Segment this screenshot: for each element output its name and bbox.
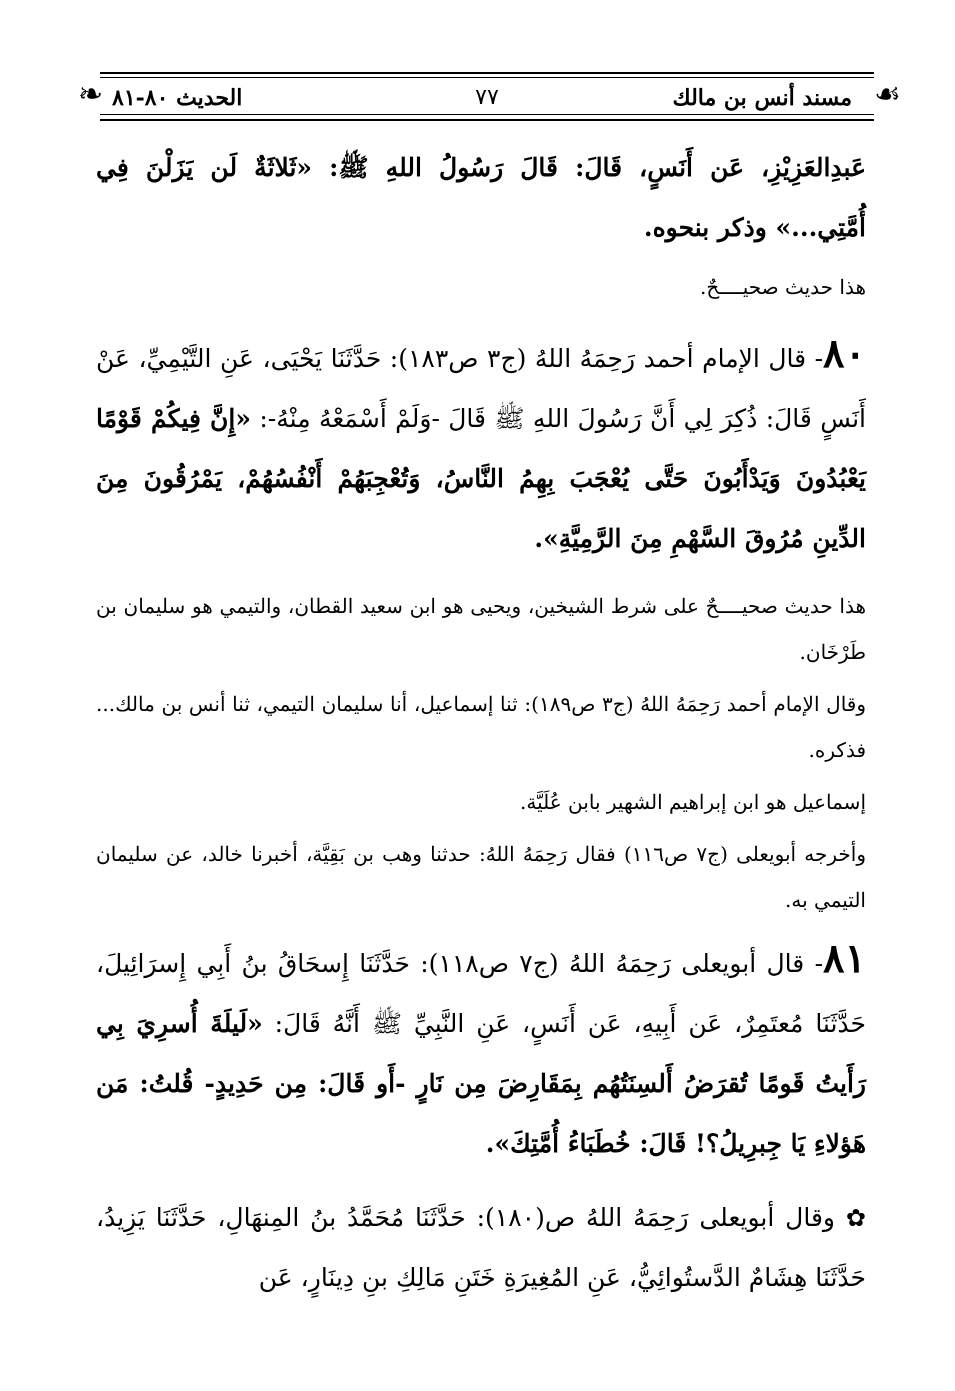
page-header: [78, 66, 901, 126]
ornament-right-icon: ☙: [874, 77, 901, 112]
header-rule-top-thin: [100, 77, 874, 78]
hadith-81-text: «لَيلَةَ أُسرِيَ بِي رَأَيتُ قَومًا تُقرَضُ أَلسِنَتُهُم بِمَقَارِضَ مِن نَارٍ -أَو قَالَ: مِن حَدِيدٍ- قُلتُ: مَن هَؤلاءِ يَا جِبرِيلُ؟! قَالَ: خُطَبَاءُ أُمَّتِكَ».: [96, 1009, 866, 1158]
paragraph-abu-yala-180: [96, 1188, 866, 1308]
book-title: مسند أنس بن مالك: [672, 85, 852, 111]
hadith-80-text: «إِنَّ فِيكُمْ قَوْمًا يَعْبُدُونَ وَيَدْأَبُونَ حَتَّى يُعْجَبَ بِهِمُ النَّاسُ، وَتُعْجِبَهُمْ أَنْفُسُهُمْ، يَمْرُقُونَ مِنَ الدِّينِ مُرُوقَ السَّهْمِ مِنَ الرَّمِيَّةِ».: [96, 404, 866, 553]
paragraph-abu-yala-116: وأخرجه أبويعلى (ج٧ ص١١٦) فقال رَحِمَهُ اللهُ: حدثنا وهب بن بَقِيَّة، أخبرنا خالد، عن سليمان التيمي به.: [96, 842, 866, 912]
paragraph-hadith-79-tail: عَبدِالعَزِيْزِ، عَن أَنَسٍ، قَالَ: قَالَ رَسُولُ اللهِ ﷺ: «ثَلاثَةٌ لَن يَزَلْنَ فِي أُمَّتِي...» وذكر بنحوه.: [96, 153, 866, 242]
header-rule-top: [100, 72, 874, 74]
hadith-81-chain: - قال أبويعلى رَحِمَهُ اللهُ (ج٧ ص١١٨): حَدَّثَنَا إِسحَاقُ بنُ أَبِي إِسرَائِيلَ، حَدَّثَنَا مُعتَمِرٌ، عَن أَبِيهِ، عَن أَنَسٍ، عَنِ النَّبِيِّ ﷺ أَنَّهُ قَالَ:: [96, 949, 867, 1038]
paragraph-grading-80: هذا حديث صحيــــحٌ على شرط الشيخين، ويحيى هو ابن سعيد القطان، والتيمي هو سليمان بن طَرْخَان.: [96, 594, 866, 664]
paragraph-grading-79: هذا حديث صحيــــحٌ.: [699, 275, 866, 299]
page-number: ٧٧: [475, 85, 499, 110]
hadith-number-80: ٨٠: [823, 330, 867, 377]
flower-icon: ✿: [845, 1204, 866, 1232]
paragraph-ahmad-189: وقال الإمام أحمد رَحِمَهُ اللهُ (ج٣ ص١٨٩): ثنا إسماعيل، أنا سليمان التيمي، ثنا أنس بن مالك... فذكره.: [96, 692, 867, 762]
hadith-range: الحديث ٨٠-٨١: [112, 85, 243, 111]
paragraph-hadith-80: [96, 324, 866, 569]
hadith-number-81: ٨١: [823, 935, 866, 982]
header-rule-bottom-thin: [100, 114, 874, 115]
abu-yala-180-text: وقال أبويعلى رَحِمَهُ اللهُ ص(١٨٠): حَدَّثَنَا مُحَمَّدُ بنُ المِنهَالِ، حَدَّثَنَا يَزِيدُ، حَدَّثَنَا هِشَامٌ الدَّستُوائِيُّ، عَنِ المُغِيرَةِ خَتَنِ مَالِكِ بنِ دِينَارٍ، عَن: [96, 1203, 866, 1292]
header-rule-bottom: [100, 119, 874, 121]
page-body: [96, 138, 866, 1308]
hadith-80-chain: - قال الإمام أحمد رَحِمَهُ اللهُ (ج٣ ص١٨٣): حَدَّثَنَا يَحْيَى، عَنِ التَّيْمِيِّ، عَنْ أَنَسٍ قَالَ: ذُكِرَ لِي أَنَّ رَسُولَ اللهِ ﷺ قَالَ -وَلَمْ أَسْمَعْهُ مِنْهُ-:: [96, 344, 866, 433]
ornament-left-icon: ❧: [78, 77, 104, 112]
paragraph-hadith-81: [96, 929, 866, 1174]
paragraph-ismail-note: إسماعيل هو ابن إبراهيم الشهير بابن عُلَيَّة.: [520, 790, 866, 814]
